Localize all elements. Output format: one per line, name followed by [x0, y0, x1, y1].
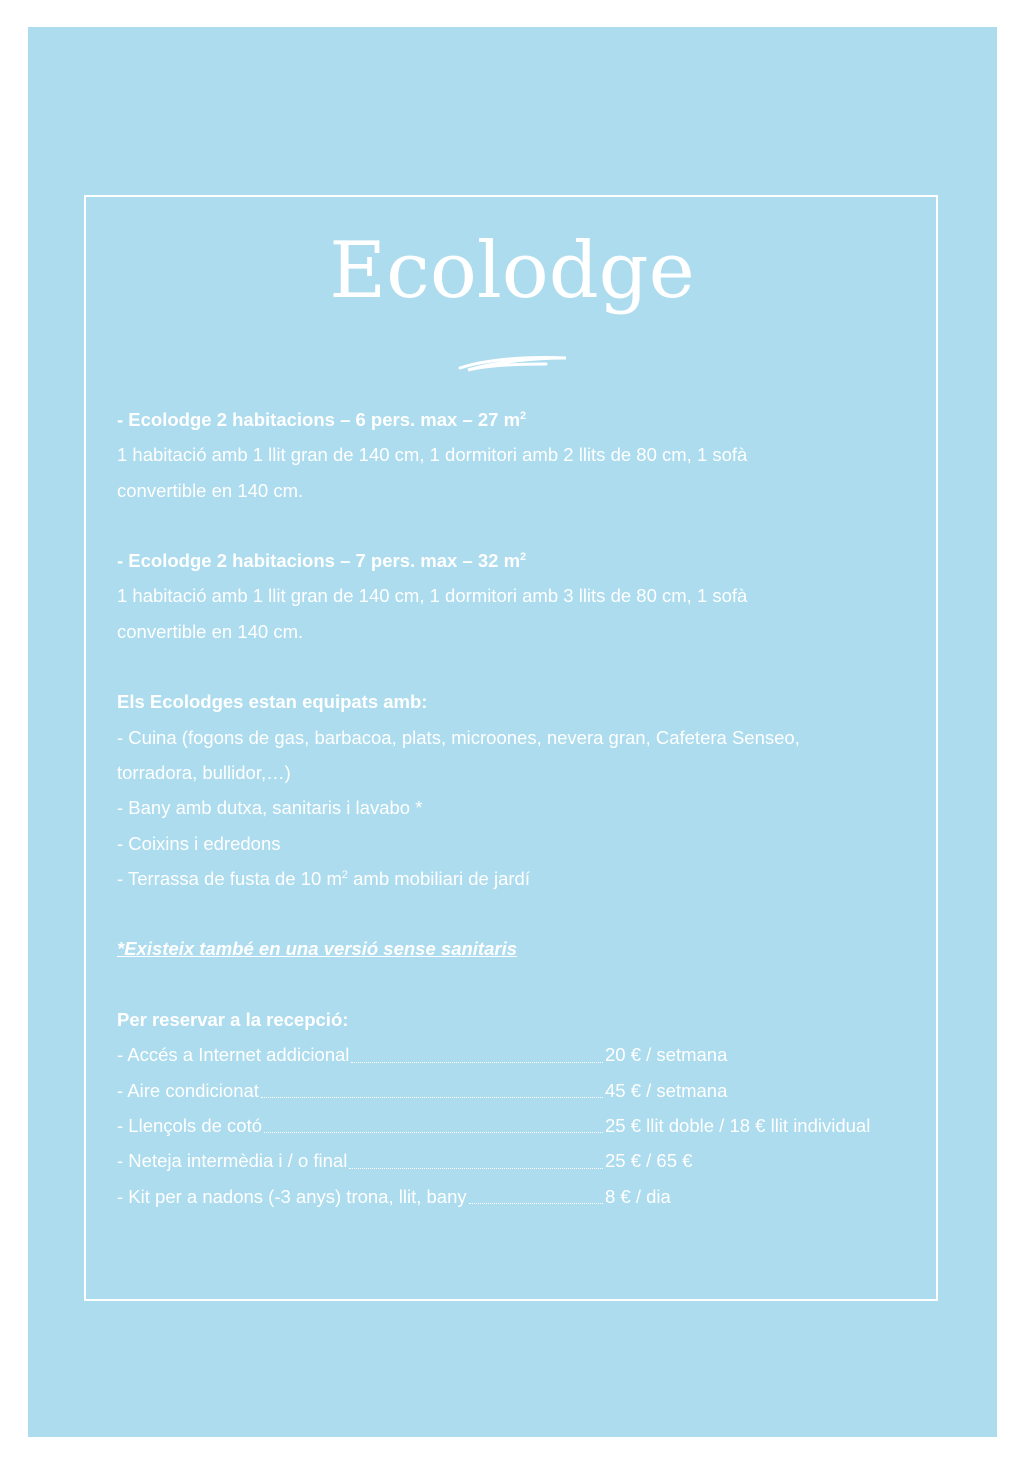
unit-a-heading	[117, 402, 917, 437]
equipment-item: torradora, bullidor,…)	[117, 761, 291, 783]
price-row	[117, 1073, 917, 1108]
dot-leader	[351, 1061, 603, 1063]
dot-leader	[469, 1202, 603, 1204]
booking-heading: Per reservar a la recepció:	[117, 1009, 349, 1031]
document-body	[117, 402, 917, 1214]
price-row-label: - Llençols de cotó	[117, 1114, 263, 1136]
terrace-text-pre: - Terrassa de fusta de 10 m	[117, 867, 342, 889]
price-row-label: - Neteja intermèdia i / o final	[117, 1150, 348, 1172]
equipment-item-terrace	[117, 861, 917, 896]
unit-a-desc-line2: convertible en 140 cm.	[117, 479, 304, 501]
page-title: Ecolodge	[329, 226, 695, 316]
unit-b-desc-line1: 1 habitació amb 1 llit gran de 140 cm, 1 dormitori amb 3 llits de 80 cm, 1 sofà	[117, 585, 748, 607]
unit-a-heading-text: - Ecolodge 2 habitacions – 6 pers. max – 27 m	[117, 409, 521, 430]
price-row-label: - Accés a Internet addicional	[117, 1044, 350, 1066]
brush-stroke-divider	[454, 352, 570, 378]
price-row-price: 25 € / 65 €	[605, 1150, 693, 1172]
unit-b-desc-line2: convertible en 140 cm.	[117, 620, 304, 642]
unit-b-heading	[117, 543, 917, 578]
dot-leader	[264, 1131, 603, 1133]
dot-leader	[261, 1096, 603, 1098]
unit-a-desc-line1: 1 habitació amb 1 llit gran de 140 cm, 1 dormitori amb 2 llits de 80 cm, 1 sofà	[117, 444, 748, 466]
equipment-heading: Els Ecolodges estan equipats amb:	[117, 691, 428, 713]
terrace-text-post: amb mobiliari de jardí	[347, 867, 530, 889]
price-row	[117, 1179, 917, 1214]
unit-b-heading-text: - Ecolodge 2 habitacions – 7 pers. max – 32 m	[117, 550, 521, 572]
price-row-price: 25 € llit doble / 18 € llit individual	[605, 1114, 871, 1136]
price-row-price: 45 € / setmana	[605, 1079, 728, 1101]
unit-a-heading-sup: 2	[520, 409, 527, 422]
equipment-item: - Cuina (fogons de gas, barbacoa, plats, microones, nevera gran, Cafetera Senseo,	[117, 726, 800, 748]
price-row-label: - Aire condicionat	[117, 1079, 259, 1101]
price-row	[117, 1037, 917, 1072]
price-row-price: 20 € / setmana	[605, 1044, 728, 1066]
unit-b-heading-sup: 2	[520, 551, 527, 564]
price-row-price: 8 € / dia	[605, 1185, 671, 1207]
terrace-sup: 2	[341, 868, 348, 881]
sanitary-note: *Existeix també en una versió sense sanitaris	[117, 938, 517, 960]
dot-leader	[349, 1167, 603, 1169]
equipment-item: - Coixins i edredons	[117, 832, 281, 854]
equipment-item: - Bany amb dutxa, sanitaris i lavabo *	[117, 797, 423, 819]
price-row-label: - Kit per a nadons (-3 anys) trona, llit, bany	[117, 1185, 467, 1207]
price-row	[117, 1108, 917, 1143]
price-row	[117, 1143, 917, 1178]
